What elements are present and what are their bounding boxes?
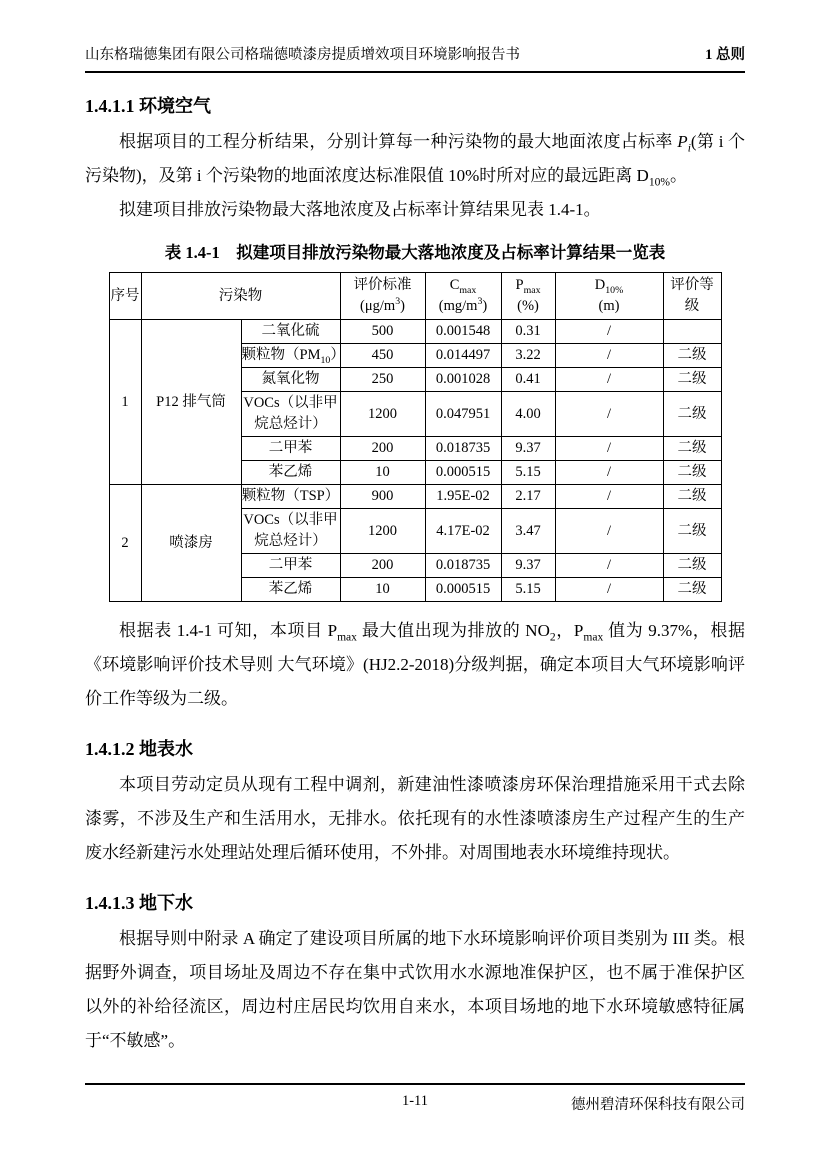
cell-d10: / bbox=[555, 461, 663, 485]
column-header-line bbox=[664, 296, 721, 317]
cell-standard: 250 bbox=[340, 368, 425, 392]
paragraph-air-1 bbox=[85, 125, 745, 193]
section-heading-surface-water: 1.4.1.2 地表水 bbox=[85, 739, 193, 759]
cell-d10: / bbox=[555, 368, 663, 392]
cell-d10: / bbox=[555, 485, 663, 509]
table-header-row bbox=[109, 273, 721, 320]
text-run: 评价标准 bbox=[353, 277, 412, 293]
cell-d10: / bbox=[555, 578, 663, 602]
cell-pollutant bbox=[241, 368, 340, 392]
text-run: VOCs（以非甲 bbox=[243, 395, 338, 411]
paragraph-air-conclusion bbox=[85, 614, 745, 716]
column-header-pollutant bbox=[141, 273, 340, 320]
text-run: 10 bbox=[320, 354, 331, 366]
text-run: 二氧化硫 bbox=[261, 323, 320, 339]
cell-cmax: 0.018735 bbox=[425, 437, 501, 461]
section-heading-groundwater: 1.4.1.3 地下水 bbox=[85, 893, 193, 913]
cell-pmax: 9.37 bbox=[501, 437, 555, 461]
column-header-d10 bbox=[555, 273, 663, 320]
cell-pollutant bbox=[241, 578, 340, 602]
text-run: 二甲苯 bbox=[268, 440, 313, 456]
cell-pollutant bbox=[241, 392, 340, 437]
text-run: 10% bbox=[605, 284, 624, 296]
paragraph-surface-water bbox=[85, 768, 745, 870]
text-run: 颗粒物（TSP） bbox=[241, 488, 340, 504]
column-header-line bbox=[341, 275, 425, 296]
cell-cmax: 0.000515 bbox=[425, 461, 501, 485]
cell-pollutant bbox=[241, 437, 340, 461]
text-run: ，P bbox=[555, 621, 584, 640]
text-run: ) bbox=[482, 298, 488, 314]
cell-standard: 450 bbox=[340, 344, 425, 368]
cell-d10: / bbox=[555, 509, 663, 554]
cell-d10: / bbox=[555, 437, 663, 461]
cell-standard: 200 bbox=[340, 554, 425, 578]
table-row bbox=[109, 320, 721, 344]
cell-cmax: 0.047951 bbox=[425, 392, 501, 437]
cell-grade: 二级 bbox=[663, 509, 721, 554]
cell-standard: 1200 bbox=[340, 392, 425, 437]
text-run: 值为 9.37%，根据《环境影响评价技术导则 大气环境》(HJ2.2-2018)分级判据，确定本项目大气环境影响评价工作等级为二级。 bbox=[85, 621, 745, 708]
column-header-line bbox=[426, 296, 501, 317]
text-run: ) bbox=[400, 298, 405, 314]
cell-grade: 二级 bbox=[663, 344, 721, 368]
column-header-pmax bbox=[501, 273, 555, 320]
text-run: P bbox=[677, 132, 688, 151]
text-run: max bbox=[337, 630, 357, 644]
column-header-line bbox=[110, 286, 141, 307]
text-run: 根据表 1.4-1 可知，本项目 P bbox=[119, 621, 338, 640]
column-header-line bbox=[341, 296, 425, 317]
text-run: 氮氧化物 bbox=[261, 371, 320, 387]
text-run: 10% bbox=[648, 175, 670, 189]
column-header-grade bbox=[663, 273, 721, 320]
text-run: 污染物 bbox=[218, 287, 263, 304]
text-run: max bbox=[459, 284, 477, 296]
cell-pollutant bbox=[241, 554, 340, 578]
text-run: 根据项目的工程分析结果，分别计算每一种污染物的最大地面浓度占标率 bbox=[119, 132, 678, 151]
cell-standard: 900 bbox=[340, 485, 425, 509]
column-header-line bbox=[556, 275, 663, 296]
cell-d10: / bbox=[555, 392, 663, 437]
text-run: 颗粒物（PM bbox=[241, 347, 321, 363]
text-run: 评价等 bbox=[670, 277, 714, 293]
text-run: 2 bbox=[549, 630, 556, 644]
text-run: C bbox=[449, 277, 460, 293]
text-run: max bbox=[583, 630, 604, 644]
cell-pollutant bbox=[241, 461, 340, 485]
text-run: i bbox=[687, 141, 691, 155]
text-run: 二甲苯 bbox=[268, 557, 313, 573]
text-run: 苯乙烯 bbox=[268, 581, 313, 597]
cell-cmax: 4.17E-02 bbox=[425, 509, 501, 554]
column-header-line bbox=[556, 296, 663, 317]
text-run: (m) bbox=[598, 298, 620, 314]
section-heading-ambient-air: 1.4.1.1 环境空气 bbox=[85, 96, 211, 116]
paragraph-groundwater bbox=[85, 922, 745, 1058]
text-run: P bbox=[515, 277, 524, 293]
header-chapter-label: 1 总则 bbox=[705, 47, 745, 63]
text-run: ） bbox=[330, 347, 345, 363]
text-run: 级 bbox=[684, 298, 700, 314]
footer-company: 德州碧清环保科技有限公司 bbox=[571, 1097, 745, 1113]
cell-pmax: 9.37 bbox=[501, 554, 555, 578]
cell-pmax: 0.31 bbox=[501, 320, 555, 344]
cell-standard: 10 bbox=[340, 578, 425, 602]
cell-index: 1 bbox=[109, 320, 141, 485]
cell-d10: / bbox=[555, 320, 663, 344]
cell-standard: 200 bbox=[340, 437, 425, 461]
cell-grade bbox=[663, 320, 721, 344]
cell-index: 2 bbox=[109, 485, 141, 602]
cell-standard: 500 bbox=[340, 320, 425, 344]
column-header-line bbox=[664, 275, 721, 296]
cell-pmax: 5.15 bbox=[501, 578, 555, 602]
cell-pmax: 3.47 bbox=[501, 509, 555, 554]
cell-source-name: 喷漆房 bbox=[141, 485, 241, 602]
text-run: 最大值出现为排放的 NO bbox=[356, 621, 550, 640]
cell-grade: 二级 bbox=[663, 437, 721, 461]
cell-grade: 二级 bbox=[663, 554, 721, 578]
text-run: max bbox=[523, 284, 541, 296]
text-run: D bbox=[594, 277, 606, 293]
page-footer bbox=[85, 1083, 745, 1115]
cell-d10: / bbox=[555, 344, 663, 368]
cell-source-name: P12 排气筒 bbox=[141, 320, 241, 485]
text-run: 序号 bbox=[110, 287, 140, 304]
cell-pollutant bbox=[241, 344, 345, 368]
cell-pmax: 5.15 bbox=[501, 461, 555, 485]
pollutant-results-table bbox=[109, 272, 722, 602]
text-run: 根据导则中附录 A 确定了建设项目所属的地下水环境影响评价项目类别为 III 类。根据野外调查，项目场址及周边不存在集中式饮用水水源地准保护区，也不属于准保护区以外的补给径流区，周边村庄居民均饮用自来水，本项目场地的地下水环境敏感特征属于“不敏感”。 bbox=[85, 929, 745, 1050]
cell-grade: 二级 bbox=[663, 392, 721, 437]
cell-standard: 10 bbox=[340, 461, 425, 485]
cell-grade: 二级 bbox=[663, 485, 721, 509]
text-run: VOCs（以非甲 bbox=[243, 512, 338, 528]
table-title: 表 1.4-1 拟建项目排放污染物最大落地浓度及占标率计算结果一览表 bbox=[164, 243, 666, 262]
text-run: (%) bbox=[517, 298, 539, 314]
paragraph-air-2 bbox=[85, 193, 745, 227]
cell-cmax: 0.001548 bbox=[425, 320, 501, 344]
column-header-line bbox=[502, 275, 555, 296]
text-run: 烷总烃计） bbox=[254, 533, 327, 549]
cell-grade: 二级 bbox=[663, 461, 721, 485]
column-header-standard bbox=[340, 273, 425, 320]
cell-pollutant bbox=[241, 485, 340, 509]
text-run: 拟建项目排放污染物最大落地浓度及占标率计算结果见表 1.4-1。 bbox=[119, 200, 601, 219]
cell-pollutant bbox=[241, 320, 340, 344]
page-header bbox=[85, 46, 745, 73]
cell-cmax: 0.018735 bbox=[425, 554, 501, 578]
text-run: 本项目劳动定员从现有工程中调剂，新建油性漆喷漆房环保治理措施采用干式去除漆雾，不涉及生产和生活用水，无排水。依托现有的水性漆喷漆房生产过程产生的生产废水经新建污水处理站处理后循环使用，不外排。对周围地表水环境维持现状。 bbox=[85, 775, 745, 862]
cell-standard: 1200 bbox=[340, 509, 425, 554]
cell-grade: 二级 bbox=[663, 578, 721, 602]
cell-cmax: 0.001028 bbox=[425, 368, 501, 392]
cell-pmax: 4.00 bbox=[501, 392, 555, 437]
cell-cmax: 0.014497 bbox=[425, 344, 501, 368]
column-header-line bbox=[426, 275, 501, 296]
cell-cmax: 1.95E-02 bbox=[425, 485, 501, 509]
cell-cmax: 0.000515 bbox=[425, 578, 501, 602]
text-run: 。 bbox=[670, 166, 687, 185]
header-doc-title: 山东格瑞德集团有限公司格瑞德喷漆房提质增效项目环境影响报告书 bbox=[85, 47, 520, 63]
text-run: 3 bbox=[395, 296, 401, 308]
text-run: (第 i 个污染物)，及第 i 个污染物的地面浓度达标准限值 10%时所对应的最远距离 D bbox=[85, 132, 746, 185]
cell-pmax: 3.22 bbox=[501, 344, 555, 368]
cell-pmax: 0.41 bbox=[501, 368, 555, 392]
column-header-index bbox=[109, 273, 141, 320]
column-header-line bbox=[142, 286, 340, 307]
column-header-line bbox=[502, 296, 555, 317]
text-run: (mg/m bbox=[438, 298, 478, 314]
cell-pmax: 2.17 bbox=[501, 485, 555, 509]
footer-page-number: 1-11 bbox=[401, 1093, 429, 1109]
table-row bbox=[109, 485, 721, 509]
cell-pollutant bbox=[241, 509, 340, 554]
cell-d10: / bbox=[555, 554, 663, 578]
text-run: 苯乙烯 bbox=[268, 464, 313, 480]
text-run: 3 bbox=[477, 296, 483, 308]
cell-grade: 二级 bbox=[663, 368, 721, 392]
text-run: 烷总烃计） bbox=[254, 416, 327, 432]
column-header-cmax bbox=[425, 273, 501, 320]
text-run: (μg/m bbox=[360, 298, 396, 314]
